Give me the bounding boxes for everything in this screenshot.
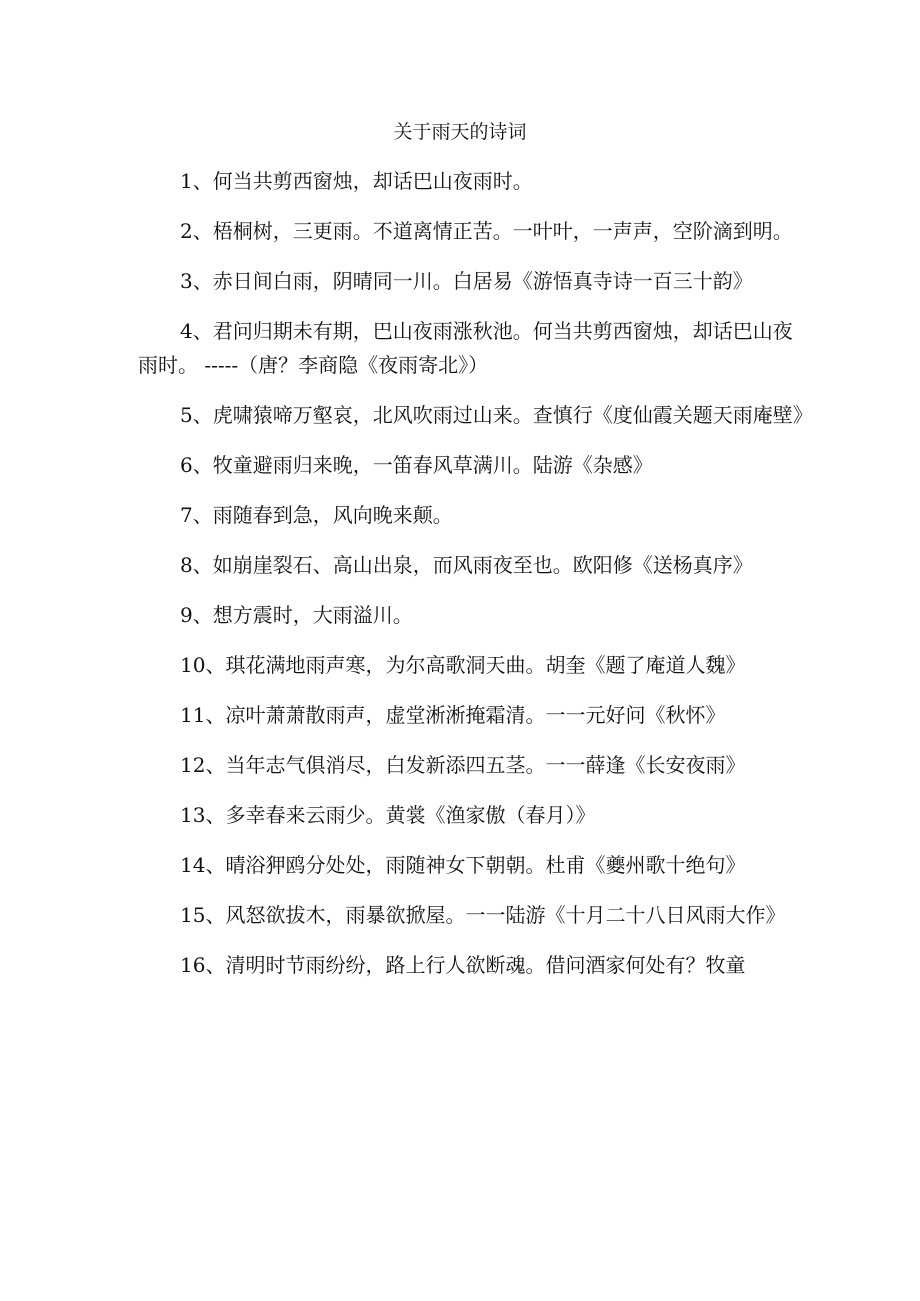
poem-item: 15、风怒欲拔木，雨暴欲掀屋。一一陆游《十月二十八日风雨大作》 xyxy=(180,903,786,927)
poem-item: 5、虎啸猿啼万壑哀，北风吹雨过山来。查慎行《度仙霞关题天雨庵壁》 xyxy=(180,403,813,427)
poem-item: 10、琪花满地雨声寒，为尔高歌洞天曲。胡奎《题了庵道人魏》 xyxy=(180,653,746,677)
poem-item: 14、晴浴狎鸥分处处，雨随神女下朝朝。杜甫《夔州歌十绝句》 xyxy=(180,853,746,877)
poem-item: 8、如崩崖裂石、高山出泉，而风雨夜至也。欧阳修《送杨真序》 xyxy=(180,553,753,577)
poem-item: 6、牧童避雨归来晚，一笛春风草满川。陆游《杂感》 xyxy=(180,453,653,477)
poem-item: 1、何当共剪西窗烛，却话巴山夜雨时。 xyxy=(180,169,533,193)
poem-item: 12、当年志气俱消尽，白发新添四五茎。一一薛逢《长安夜雨》 xyxy=(180,753,746,777)
poem-item: 4、君问归期未有期，巴山夜雨涨秋池。何当共剪西窗烛，却话巴山夜雨时。 -----（唐？李商隐《夜雨寄北》） xyxy=(138,319,793,377)
document-title: 关于雨天的诗词 xyxy=(393,121,527,143)
poem-item: 9、想方震时，大雨溢川。 xyxy=(180,603,413,627)
poem-item: 16、清明时节雨纷纷，路上行人欲断魂。借问酒家何处有？牧童 xyxy=(180,953,746,977)
poem-item: 13、多幸春来云雨少。黄裳《渔家傲（春月）》 xyxy=(180,803,596,827)
poem-item: 11、凉叶萧萧散雨声，虚堂淅淅掩霜清。一一元好问《秋怀》 xyxy=(180,703,726,727)
poem-item: 2、梧桐树，三更雨。不道离情正苦。一叶叶，一声声，空阶滴到明。 xyxy=(180,219,793,243)
poem-item: 3、赤日间白雨，阴晴同一川。白居易《游悟真寺诗一百三十韵》 xyxy=(180,269,753,293)
poem-list xyxy=(138,164,813,998)
poem-item: 7、雨随春到急，风向晚来颠。 xyxy=(180,503,453,527)
